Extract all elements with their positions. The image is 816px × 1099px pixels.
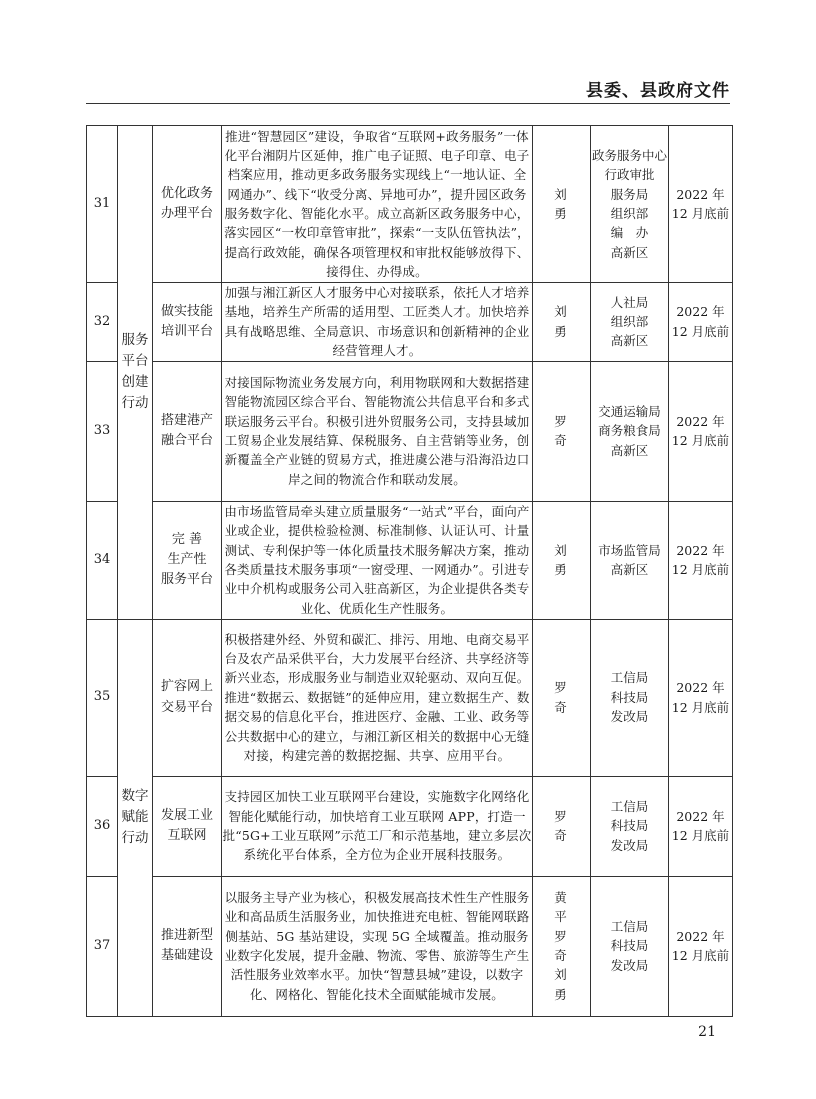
row-number: 31 <box>87 126 118 283</box>
department: 科技局 <box>610 689 649 705</box>
subtask-line: 完 善 <box>171 531 203 547</box>
table-row <box>87 126 733 283</box>
row-number: 34 <box>87 501 118 619</box>
page-number: 21 <box>698 1024 716 1040</box>
subtask-line: 生产性 <box>167 551 207 567</box>
subtask-cell <box>153 776 222 876</box>
row-number: 35 <box>87 619 118 776</box>
deadline-year: 2022 年 <box>676 680 725 696</box>
deadline-cell <box>669 126 733 283</box>
department: 发改局 <box>610 837 649 853</box>
task-description: 对接国际物流业务发展方向，利用物联网和大数据搭建智能物流园区综合平台、智能物流公共信息平台和多式联运服务云平台。积极引进外贸服务公司，支持县域加工贸易企业发展结算、保税服务、自主营销等业务，创新覆盖全产业链的贸易方式，推进虞公港与沿海沿边口岸之间的物流合作和联动发展。 <box>222 361 533 501</box>
deadline-month: 12 月底前 <box>671 323 730 339</box>
deadline-year: 2022 年 <box>676 413 725 429</box>
deadline-year: 2022 年 <box>676 542 725 558</box>
table-row <box>87 361 733 501</box>
deadline-month: 12 月底前 <box>671 206 730 221</box>
department-cell <box>591 283 669 362</box>
responsible-cell <box>533 876 591 1016</box>
subtask-line: 互联网 <box>167 828 207 843</box>
responsible-cell <box>533 126 591 283</box>
category-name: 服务平台创建行动 <box>121 332 149 412</box>
department-cell <box>591 126 669 283</box>
department-cell <box>591 776 669 876</box>
department-cell <box>591 501 669 619</box>
subtask-cell <box>153 619 222 776</box>
department: 行政审批 <box>604 167 655 183</box>
task-description: 推进“智慧园区”建设，争取省“互联网+政务服务”一体化平台湘阴片区延伸，推广电子证照、电子印章、电子档案应用，推动更多政务服务实现线上“一地认证、全网通办”、线下“收受分离、异地可办”，提升园区政务服务数字化、智能化水平。成立高新区政务服务中心，落实园区“一枚印章管审批”，探索“一支队伍管执法”，提高行政效能，确保各项管理权和审批权能够放得下、接得住、办得成。 <box>222 126 533 283</box>
subtask-cell <box>153 876 222 1016</box>
department: 科技局 <box>610 938 649 954</box>
subtask-line: 服务平台 <box>160 572 213 588</box>
subtask-line: 优化政务 <box>160 185 213 201</box>
deadline-cell <box>669 876 733 1016</box>
department: 工信局 <box>610 798 649 814</box>
deadline-year: 2022 年 <box>676 928 725 944</box>
responsible-person: 刘勇 <box>554 186 579 221</box>
deadline-month: 12 月底前 <box>671 828 730 843</box>
table-row <box>87 876 733 1016</box>
department: 编 办 <box>610 225 649 241</box>
department-cell <box>591 876 669 1016</box>
deadline-year: 2022 年 <box>676 808 725 824</box>
department-cell <box>591 619 669 776</box>
department: 组织部 <box>610 314 649 330</box>
deadline-cell <box>669 501 733 619</box>
deadline-month: 12 月底前 <box>671 562 730 577</box>
subtask-line: 培训平台 <box>160 323 213 339</box>
department: 高新区 <box>610 244 649 260</box>
department: 科技局 <box>610 818 649 834</box>
subtask-line: 做实技能 <box>160 303 213 319</box>
subtask-line: 发展工业 <box>160 807 213 823</box>
table-row <box>87 776 733 876</box>
task-table <box>86 125 733 1017</box>
subtask-cell <box>153 361 222 501</box>
subtask-cell <box>153 283 222 362</box>
subtask-line: 扩容网上 <box>160 679 213 695</box>
responsible-cell <box>533 501 591 619</box>
deadline-cell <box>669 776 733 876</box>
deadline-month: 12 月底前 <box>671 433 730 448</box>
deadline-cell <box>669 619 733 776</box>
department: 高新区 <box>610 562 649 577</box>
department: 商务粮食局 <box>598 423 661 439</box>
department: 政务服务中心 <box>591 147 667 163</box>
task-description: 支持园区加快工业互联网平台建设，实施数字化网络化智能化赋能行动，加快培育工业互联网 APP，打造一批“5G+工业互联网”示范工厂和示范基地，建立多层次系统化平台体系，全方位为企业开展科技服务。 <box>222 776 533 876</box>
department: 组织部 <box>610 206 649 221</box>
deadline-month: 12 月底前 <box>671 699 730 715</box>
deadline-year: 2022 年 <box>676 186 725 202</box>
subtask-line: 融合平台 <box>160 433 213 448</box>
header-rule <box>86 103 730 104</box>
row-number: 33 <box>87 361 118 501</box>
header-title: 县委、县政府文件 <box>586 81 730 101</box>
responsible-person: 黄平 <box>554 889 579 925</box>
subtask-line: 搭建港产 <box>160 412 213 428</box>
deadline-cell <box>669 283 733 362</box>
department: 工信局 <box>610 918 649 934</box>
responsible-person: 刘勇 <box>554 304 579 339</box>
table-row <box>87 501 733 619</box>
category-cell <box>118 619 153 1016</box>
responsible-person: 罗奇 <box>554 413 579 448</box>
deadline-cell <box>669 361 733 501</box>
category-cell <box>118 126 153 620</box>
row-number: 36 <box>87 776 118 876</box>
department: 市场监管局 <box>598 542 661 558</box>
department: 高新区 <box>610 333 649 349</box>
department: 发改局 <box>610 709 649 725</box>
responsible-cell <box>533 619 591 776</box>
row-number: 32 <box>87 283 118 362</box>
department: 人社局 <box>610 294 649 310</box>
task-description: 以服务主导产业为核心，积极发展高技术性生产性服务业和高品质生活服务业，加快推进充电桩、智能网联路侧基站、5G 基站建设，实现 5G 全域覆盖。推动服务业数字化发展，提升金融、物流、零售、旅游等生产生活性服务业效率水平。加快“智慧县城”建设，以数字化、网格化、智能化技术全面赋能城市发展。 <box>222 876 533 1016</box>
department: 高新区 <box>610 442 649 458</box>
responsible-person: 罗奇 <box>554 808 579 843</box>
subtask-cell <box>153 501 222 619</box>
subtask-line: 基础建设 <box>160 948 213 963</box>
subtask-line: 推进新型 <box>160 927 213 943</box>
row-number: 37 <box>87 876 118 1016</box>
responsible-cell <box>533 776 591 876</box>
table-row <box>87 283 733 362</box>
responsible-person: 罗奇 <box>554 928 579 963</box>
category-name: 数字赋能行动 <box>121 788 149 846</box>
department: 发改局 <box>610 957 649 973</box>
responsible-cell <box>533 283 591 362</box>
responsible-person: 罗奇 <box>554 680 579 715</box>
task-description: 积极搭建外经、外贸和碳汇、排污、用地、电商交易平台及农产品采供平台，大力发展平台经济、共享经济等新兴业态，形成服务业与制造业双轮驱动、双向互促。推进“数据云、数据链”的延伸应用，建立数据生产、数据交易的信息化平台，推进医疗、金融、工业、政务等公共数据中心的建立，与湘江新区相关的数据中心无缝对接，构建完善的数据挖掘、共享、应用平台。 <box>222 619 533 776</box>
department: 交通运输局 <box>598 403 661 419</box>
task-description: 加强与湘江新区人才服务中心对接联系，依托人才培养基地，培养生产所需的适用型、工匠类人才。加快培养具有战略思维、全局意识、市场意识和创新精神的企业经营管理人才。 <box>222 283 533 362</box>
table-row <box>87 619 733 776</box>
subtask-line: 交易平台 <box>160 699 213 715</box>
deadline-year: 2022 年 <box>676 304 725 320</box>
responsible-cell <box>533 361 591 501</box>
subtask-cell <box>153 126 222 283</box>
department: 服务局 <box>610 186 649 202</box>
responsible-person: 刘勇 <box>554 542 579 577</box>
department-cell <box>591 361 669 501</box>
subtask-line: 办理平台 <box>160 206 213 221</box>
deadline-month: 12 月底前 <box>671 948 730 963</box>
task-description: 由市场监管局牵头建立质量服务“一站式”平台，面向产业或企业，提供检验检测、标准制修、认证认可、计量测试、专利保护等一体化质量技术服务解决方案，推动各类质量技术服务事项“一窗受理、一网通办”。引进专业中介机构或服务公司入驻高新区，为企业提供各类专业化、优质化生产性服务。 <box>222 501 533 619</box>
responsible-person: 刘勇 <box>554 967 579 1002</box>
department: 工信局 <box>610 670 649 686</box>
